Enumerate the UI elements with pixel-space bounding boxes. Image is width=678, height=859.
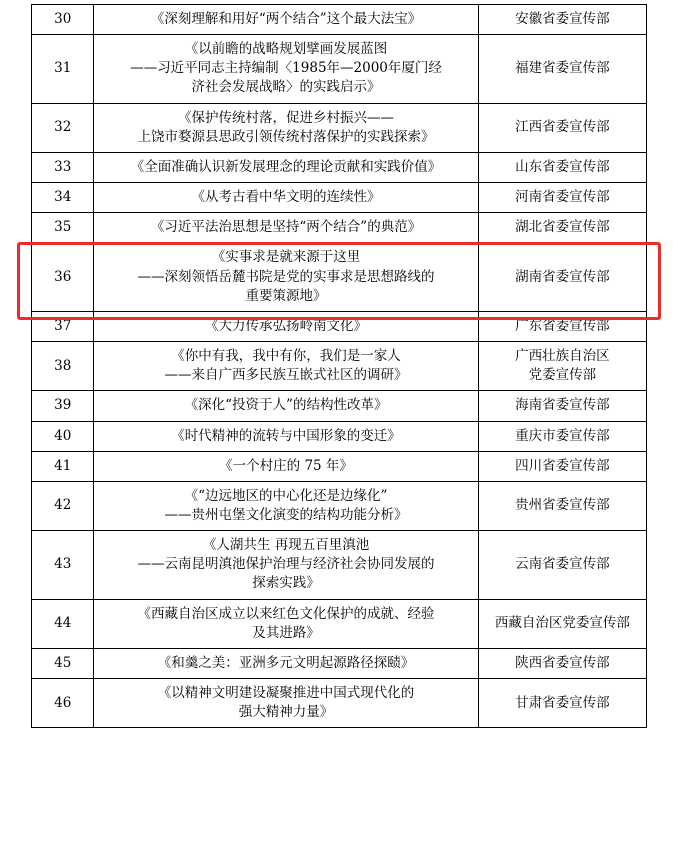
row-unit-cell (478, 103, 646, 152)
title-line: 《你中有我，我中有你，我们是一家人 (171, 348, 401, 365)
title-line: 上饶市婺源县思政引领传统村落保护的实践探索》 (137, 128, 435, 145)
table-row (32, 531, 647, 599)
unit-line: 河南省委宣传部 (515, 189, 610, 206)
table-row (32, 599, 647, 648)
row-title-cell (94, 531, 478, 599)
award-list-table (31, 4, 647, 728)
row-title-cell (94, 391, 478, 421)
table-row (32, 152, 647, 182)
unit-line: 西藏自治区党委宣传部 (494, 615, 630, 632)
row-title-cell (94, 152, 478, 182)
title-line: 《习近平法治思想是坚持“两个结合”的典范》 (150, 219, 422, 236)
table-row (32, 213, 647, 243)
row-unit-cell (478, 599, 646, 648)
title-line: 《人湖共生 再现五百里滇池 (202, 537, 370, 554)
table-row (32, 481, 647, 530)
row-number-cell: 35 (32, 213, 94, 243)
row-title-cell (94, 599, 478, 648)
table-row (32, 183, 647, 213)
title-line: 《以精神文明建设凝聚推进中国式现代化的 (157, 685, 415, 702)
row-unit-cell (478, 183, 646, 213)
row-title-cell (94, 183, 478, 213)
row-number-cell: 46 (32, 679, 94, 728)
unit-line: 广东省委宣传部 (515, 317, 610, 334)
row-unit-cell (478, 342, 646, 391)
title-line: 重要策源地》 (245, 287, 327, 304)
row-title-cell (94, 103, 478, 152)
title-line: ——贵州屯堡文化演变的结构功能分析》 (164, 506, 408, 523)
row-number-cell: 32 (32, 103, 94, 152)
title-line: 《西藏自治区成立以来红色文化保护的成就、经验 (137, 605, 435, 622)
row-number-cell: 41 (32, 451, 94, 481)
row-unit-cell (478, 451, 646, 481)
unit-line: 党委宣传部 (528, 367, 597, 384)
title-line: ——深刻领悟岳麓书院是党的实事求是思想路线的 (137, 268, 435, 285)
row-title-cell (94, 311, 478, 341)
row-title-cell (94, 35, 478, 103)
row-unit-cell (478, 481, 646, 530)
title-line: 强大精神力量》 (238, 704, 334, 721)
table-row (32, 35, 647, 103)
row-number-cell: 44 (32, 599, 94, 648)
table-row (32, 243, 647, 311)
row-title-cell (94, 421, 478, 451)
row-unit-cell (478, 531, 646, 599)
unit-line: 重庆市委宣传部 (515, 427, 610, 444)
table-row (32, 391, 647, 421)
title-line: 济社会发展战略〉的实践启示》 (191, 79, 381, 96)
row-number-cell: 37 (32, 311, 94, 341)
title-line: 及其进路》 (252, 624, 320, 641)
unit-line: 四川省委宣传部 (515, 457, 610, 474)
unit-line: 广西壮族自治区 (515, 348, 610, 365)
title-line: 《从考古看中华文明的连续性》 (191, 189, 381, 206)
row-number-cell: 42 (32, 481, 94, 530)
unit-line: 陕西省委宣传部 (515, 654, 610, 671)
title-line: ——习近平同志主持编制〈1985年—2000年厦门经 (130, 60, 442, 77)
row-title-cell (94, 5, 478, 35)
row-number-cell: 31 (32, 35, 94, 103)
row-unit-cell (478, 311, 646, 341)
title-line: ——云南昆明滇池保护治理与经济社会协同发展的 (137, 556, 435, 573)
title-line: 《全面准确认识新发展理念的理论贡献和实践价值》 (130, 158, 442, 175)
row-number-cell: 43 (32, 531, 94, 599)
row-number-cell: 39 (32, 391, 94, 421)
title-line: 《大力传承弘扬岭南文化》 (205, 317, 368, 334)
row-number-cell: 45 (32, 648, 94, 678)
unit-line: 湖北省委宣传部 (515, 219, 610, 236)
row-title-cell (94, 243, 478, 311)
unit-line: 湖南省委宣传部 (515, 268, 610, 285)
unit-line: 云南省委宣传部 (515, 556, 610, 573)
row-unit-cell (478, 213, 646, 243)
title-line: 《保护传统村落，促进乡村振兴—— (178, 109, 395, 126)
row-unit-cell (478, 679, 646, 728)
title-line: 《时代精神的流转与中国形象的变迁》 (171, 427, 401, 444)
title-line: 《一个村庄的 75 年》 (219, 457, 353, 474)
row-title-cell (94, 679, 478, 728)
row-unit-cell (478, 35, 646, 103)
row-unit-cell (478, 5, 646, 35)
table-row (32, 421, 647, 451)
table-row (32, 103, 647, 152)
row-unit-cell (478, 391, 646, 421)
unit-line: 贵州省委宣传部 (515, 497, 610, 514)
table-row (32, 451, 647, 481)
row-unit-cell (478, 421, 646, 451)
unit-line: 福建省委宣传部 (515, 60, 610, 77)
title-line: 《和羹之美：亚洲多元文明起源路径探赜》 (157, 654, 415, 671)
table-row (32, 648, 647, 678)
title-line: 《以前瞻的战略规划擘画发展蓝图 (184, 41, 388, 58)
row-number-cell: 38 (32, 342, 94, 391)
row-unit-cell (478, 243, 646, 311)
row-title-cell (94, 481, 478, 530)
table-row (32, 342, 647, 391)
title-line: 《实事求是就来源于这里 (211, 249, 361, 266)
title-line: ——来自广西多民族互嵌式社区的调研》 (164, 367, 408, 384)
table-row (32, 5, 647, 35)
title-line: 探索实践》 (252, 575, 320, 592)
row-unit-cell (478, 648, 646, 678)
title-line: 《深化“投资于人”的结构性改革》 (184, 397, 388, 414)
row-title-cell (94, 648, 478, 678)
unit-line: 江西省委宣传部 (515, 119, 610, 136)
unit-line: 甘肃省委宣传部 (515, 694, 610, 711)
title-line: 《深刻理解和用好“两个结合”这个最大法宝》 (150, 11, 422, 27)
row-title-cell (94, 213, 478, 243)
unit-line: 海南省委宣传部 (515, 397, 610, 414)
table-body (32, 5, 647, 728)
table-row (32, 679, 647, 728)
unit-line: 安徽省委宣传部 (515, 11, 610, 27)
table-row (32, 311, 647, 341)
row-title-cell (94, 342, 478, 391)
row-number-cell: 40 (32, 421, 94, 451)
row-number-cell: 30 (32, 5, 94, 35)
unit-line: 山东省委宣传部 (515, 158, 610, 175)
row-number-cell: 33 (32, 152, 94, 182)
document-page (0, 4, 678, 859)
row-number-cell: 36 (32, 243, 94, 311)
row-number-cell: 34 (32, 183, 94, 213)
row-unit-cell (478, 152, 646, 182)
row-title-cell (94, 451, 478, 481)
title-line: 《“边远地区的中心化还是边缘化” (184, 487, 388, 504)
